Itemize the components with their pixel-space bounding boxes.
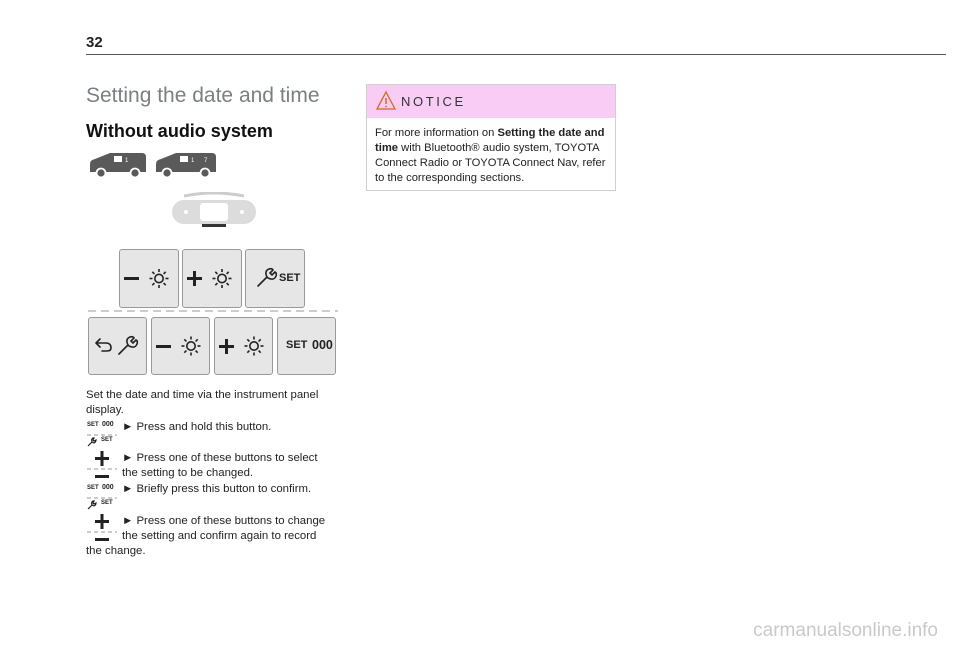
plus-minus-mini-icon-2: [87, 511, 117, 547]
step-2-text-a: ► Press one of these buttons to select: [122, 452, 318, 464]
mini-set-label: SET: [101, 437, 113, 443]
notice-label: NOTICE: [401, 94, 466, 109]
van-long-icon: [156, 153, 216, 178]
mini-wrench-icon: [87, 437, 97, 447]
van-short-icon: [90, 153, 146, 178]
mini-set-label: SET: [101, 500, 113, 506]
mini-zero-label: 000: [102, 421, 114, 428]
set-label: SET: [279, 272, 301, 284]
step-4-text-b: the setting and confirm again to record: [122, 530, 317, 542]
mini-zero-label: 000: [102, 484, 114, 491]
mini-wrench-icon: [87, 500, 97, 510]
vehicle-icons: [88, 150, 218, 180]
panel-divider: [88, 308, 338, 314]
intro-text: Set the date and time via the instrument panel display.: [86, 389, 319, 417]
page-number: 32: [86, 34, 103, 51]
wrench-set-mini-icon-2: [87, 499, 117, 511]
section-title: Setting the date and time: [86, 84, 320, 107]
notice-text-bold: Setting the date and time: [375, 127, 605, 154]
notice-text-pre: For more information on: [375, 127, 498, 139]
step-1-text: ► Press and hold this button.: [122, 421, 272, 433]
brightness-minus-icon: [152, 318, 209, 374]
brightness-plus-button: [182, 249, 242, 308]
sub-title: Without audio system: [86, 121, 273, 141]
svg-text:1: 1: [191, 158, 195, 164]
zero-label: 000: [312, 338, 333, 352]
back-arrow-icon: [89, 318, 146, 374]
step-4-text-a: ► Press one of these buttons to change: [122, 515, 326, 527]
header-rule: [86, 54, 946, 55]
watermark: carmanualsonline.info: [753, 620, 938, 641]
step-2-text-b: the setting to be changed.: [122, 467, 254, 479]
notice-text-post: with Bluetooth® audio system, TOYOTA Connect Radio or TOYOTA Connect Nav, refer to the corresponding sections.: [375, 142, 606, 184]
step-3-text: ► Briefly press this button to confirm.: [122, 483, 312, 495]
back-wrench-button: [88, 317, 147, 375]
mini-set-label: SET: [87, 422, 99, 428]
brightness-minus-button: [119, 249, 179, 308]
brightness-plus-icon: [215, 318, 272, 374]
svg-text:7: 7: [204, 158, 208, 164]
warning-triangle-icon: [376, 91, 396, 110]
svg-text:1: 1: [125, 158, 129, 164]
wrench-set-button: [245, 249, 305, 308]
brightness-plus-icon: [183, 250, 241, 307]
set-000-button: [277, 317, 336, 375]
mini-set-label: SET: [87, 485, 99, 491]
brightness-minus-icon: [120, 250, 178, 307]
brightness-plus-button-2: [214, 317, 273, 375]
instrument-panel-icon: [170, 192, 258, 232]
notice-box: [366, 84, 616, 191]
plus-minus-mini-icon: [87, 448, 117, 484]
notice-body: [375, 126, 609, 186]
step-4-text-c: the change.: [86, 545, 146, 557]
brightness-minus-button-2: [151, 317, 210, 375]
set-label: SET: [286, 339, 308, 351]
wrench-set-mini-icon: [87, 436, 117, 448]
notice-header: [367, 85, 615, 118]
